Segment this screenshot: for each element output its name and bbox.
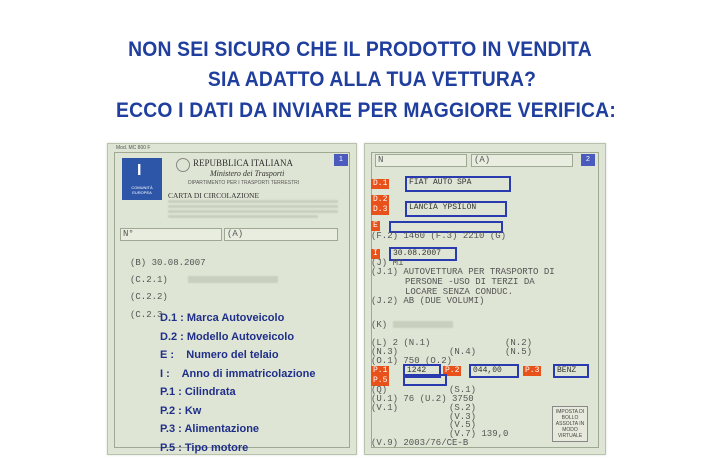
page-number-badge: 1	[334, 154, 348, 166]
field-n3: (N.3)	[371, 347, 399, 357]
eu-flag-emblem	[122, 158, 162, 200]
field-q: (Q)	[371, 385, 388, 395]
legend-item: I : Anno di immatricolazione	[160, 367, 316, 380]
field-c23: (C.2.3	[130, 310, 163, 320]
field-b: (B) 30.08.2007	[130, 258, 206, 268]
number-field-label: N	[378, 155, 384, 165]
tag-d3: D.3	[373, 205, 388, 214]
field-f1: (F.2) 1460 (F.3) 2210 (G)	[371, 231, 507, 241]
tax-stamp: IMPOSTA DI BOLLO ASSOLTA IN MODO VIRTUALE	[552, 406, 588, 442]
plate-field-label: (A)	[227, 229, 244, 239]
field-j1-line-2: PERSONE -USO DI TERZI DA	[405, 277, 535, 287]
fine-print-line	[168, 210, 338, 213]
power-value: 044,00	[469, 364, 519, 378]
plate-field	[471, 154, 573, 167]
page-number-badge: 2	[581, 154, 595, 166]
plate-field-label: (A)	[474, 155, 491, 165]
number-field-label: N°	[123, 229, 134, 239]
legend-item: D.2 : Modello Autoveicolo	[160, 330, 295, 343]
field-c21: (C.2.1)	[130, 275, 168, 285]
headline-line-1: NON SEI SICURO CHE IL PRODOTTO IN VENDITA	[128, 38, 592, 61]
field-j2: (J.2) AB (DUE VOLUMI)	[371, 296, 485, 306]
field-k: (K)	[371, 320, 388, 330]
legend-item: P.5 : Tipo motore	[160, 441, 249, 454]
model-code: Mod. MC 800 F	[116, 145, 151, 151]
field-u1: (U.1) 76 (U.2) 3750	[371, 394, 474, 404]
fine-print-line	[168, 200, 338, 203]
legend-item: D.1 : Marca Autoveicolo	[160, 312, 285, 324]
field-n5: (N.5)	[505, 347, 533, 357]
field-s1: (S.1)	[449, 385, 477, 395]
field-legend	[160, 309, 315, 457]
tag-p1: P.1	[373, 366, 388, 375]
card-title: CARTA DI CIRCOLAZIONE	[168, 191, 260, 200]
field-n4: (N.4)	[449, 347, 477, 357]
republic-emblem-icon	[176, 158, 190, 172]
ministry-title: Ministero dei Trasporti	[210, 169, 285, 178]
field-j1-line-3: LOCARE SENZA CONDUC.	[405, 287, 514, 297]
field-v5: (V.5)	[449, 420, 477, 430]
legend-item: E : Numero del telaio	[160, 349, 279, 361]
headline-line-2: SIA ADATTO ALLA TUA VETTURA?	[207, 68, 537, 91]
number-field	[120, 228, 222, 241]
displacement-value: 1242	[403, 364, 441, 378]
legend-item: P.2 : Kw	[160, 404, 202, 417]
legend-item: P.3 : Alimentazione	[160, 423, 260, 435]
field-j1: (J.1) AUTOVETTURA PER TRASPORTO DI	[371, 267, 555, 277]
tag-p2: P.2	[445, 366, 460, 375]
tag-e: E	[373, 221, 378, 230]
plate-field	[224, 228, 338, 241]
redacted-owner	[188, 276, 278, 283]
tag-p3: P.3	[525, 366, 540, 375]
legend-item: P.1 : Cilindrata	[160, 386, 236, 398]
redacted-approval	[393, 321, 453, 328]
headline-line-3: ECCO I DATI DA INVIARE PER MAGGIORE VERIFICA:	[116, 99, 616, 122]
field-o: (O.1) 750 (O.2)	[371, 356, 453, 366]
fuel-value: BENZ	[553, 364, 589, 378]
model-value: LANCIA YPSILON	[405, 201, 507, 217]
field-j: (J) M1	[371, 258, 404, 268]
tag-p5: P.5	[373, 376, 388, 385]
department-title: DIPARTIMENTO PER I TRASPORTI TERRESTRI	[188, 180, 300, 186]
field-v3: (V.3)	[449, 412, 477, 422]
eu-label: COMUNITÀ EUROPEA	[131, 185, 153, 195]
number-field	[375, 154, 467, 167]
fine-print-line	[168, 205, 338, 208]
registration-card-page-2	[364, 143, 606, 455]
engine-type-value-box	[403, 374, 447, 386]
field-v1: (V.1)	[371, 403, 399, 413]
eu-country-letter: I	[137, 162, 142, 179]
field-n2: (N.2)	[505, 338, 533, 348]
field-s2: (S.2)	[449, 403, 477, 413]
registration-date-value: 30.08.2007	[389, 247, 457, 261]
field-l: (L) 2 (N.1)	[371, 338, 431, 348]
field-c22: (C.2.2)	[130, 292, 168, 302]
field-v7: (V.7) 139,0	[449, 429, 509, 439]
tag-i: I	[373, 249, 378, 258]
field-v9: (V.9) 2003/76/CE-B	[371, 438, 469, 448]
fine-print-line	[168, 215, 318, 218]
republic-title: REPUBBLICA ITALIANA	[193, 158, 294, 168]
make-value: FIAT AUTO SPA	[405, 176, 511, 192]
tag-d1: D.1	[373, 179, 388, 188]
tag-d2: D.2	[373, 195, 388, 204]
